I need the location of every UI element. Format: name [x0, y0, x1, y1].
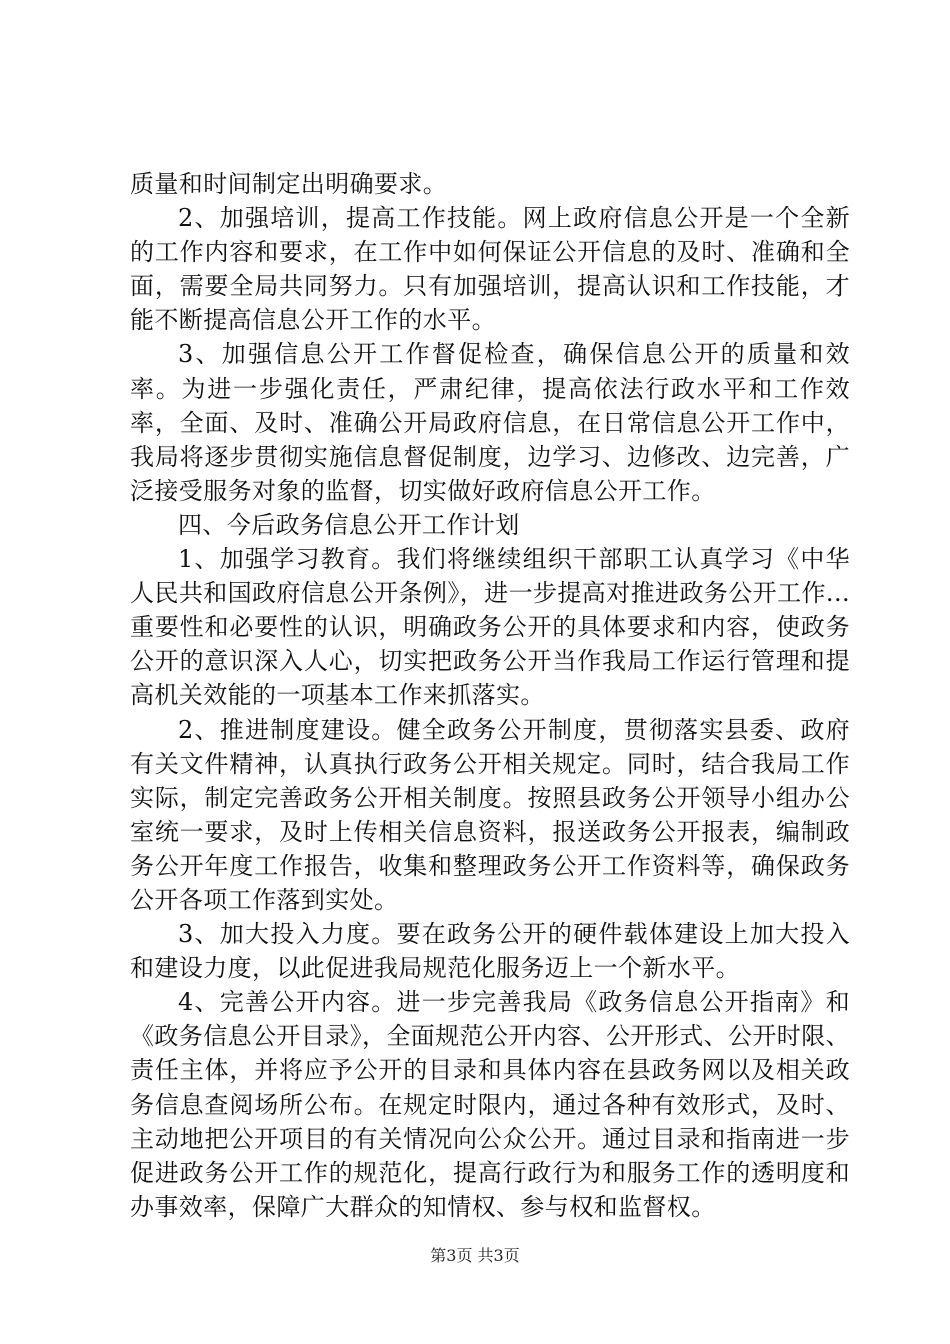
paragraph: 1、加强学习教育。我们将继续组织干部职工认真学习《中华人民共和国政府信息公开条例》，进一步提高对推进政务公开工作...重要性和必要性的认识，明确政务公开的具体要求和内容，使政务公开的意识深入人心，切实把政务公开当作我局工作运行管理和提高机关效能的一项基本工作来抓落实。: [130, 545, 850, 710]
paragraph: 质量和时间制定出明确要求。: [130, 170, 448, 198]
paragraph: 2、推进制度建设。健全政务公开制度，贯彻落实县委、政府有关文件精神，认真执行政务公开相关规定。同时，结合我局工作实际，制定完善政务公开相关制度。按照县政务公开领导小组办公室统一要求，及时上传相关信息资料，报送政务公开报表，编制政务公开年度工作报告，收集和整理政务公开工作资料等，确保政务公开各项工作落到实处。: [130, 715, 850, 914]
section-heading: 四、今后政务信息公开工作计划: [178, 510, 520, 539]
paragraph: 3、加大投入力度。要在政务公开的硬件载体建设上加大投入和建设力度，以此促进我局规范化服务迈上一个新水平。: [130, 920, 850, 983]
document-body: [130, 167, 850, 1224]
paragraph: 3、加强信息公开工作督促检查，确保信息公开的质量和效率。为进一步强化责任，严肃纪律，提高依法行政水平和工作效率，全面、及时、准确公开局政府信息，在日常信息公开工作中，我局将逐步贯彻实施信息督促制度，边学习、边修改、边完善，广泛接受服务对象的监督，切实做好政府信息公开工作。: [130, 340, 850, 505]
page-footer: 第3页 共3页: [430, 1246, 520, 1265]
paragraph: 2、加强培训，提高工作技能。网上政府信息公开是一个全新的工作内容和要求，在工作中如何保证公开信息的及时、准确和全面，需要全局共同努力。只有加强培训，提高认识和工作技能，才能不断提高信息公开工作的水平。: [130, 204, 850, 335]
paragraph: 4、完善公开内容。进一步完善我局《政务信息公开指南》和《政务信息公开目录》，全面规范公开内容、公开形式、公开时限、责任主体，并将应予公开的目录和具体内容在县政务网以及相关政务信息查阅场所公布。在规定时限内，通过各种有效形式，及时、主动地把公开项目的有关情况向公众公开。通过目录和指南进一步促进政务公开工作的规范化，提高行政行为和服务工作的透明度和办事效率，保障广大群众的知情权、参与权和监督权。: [130, 988, 850, 1221]
